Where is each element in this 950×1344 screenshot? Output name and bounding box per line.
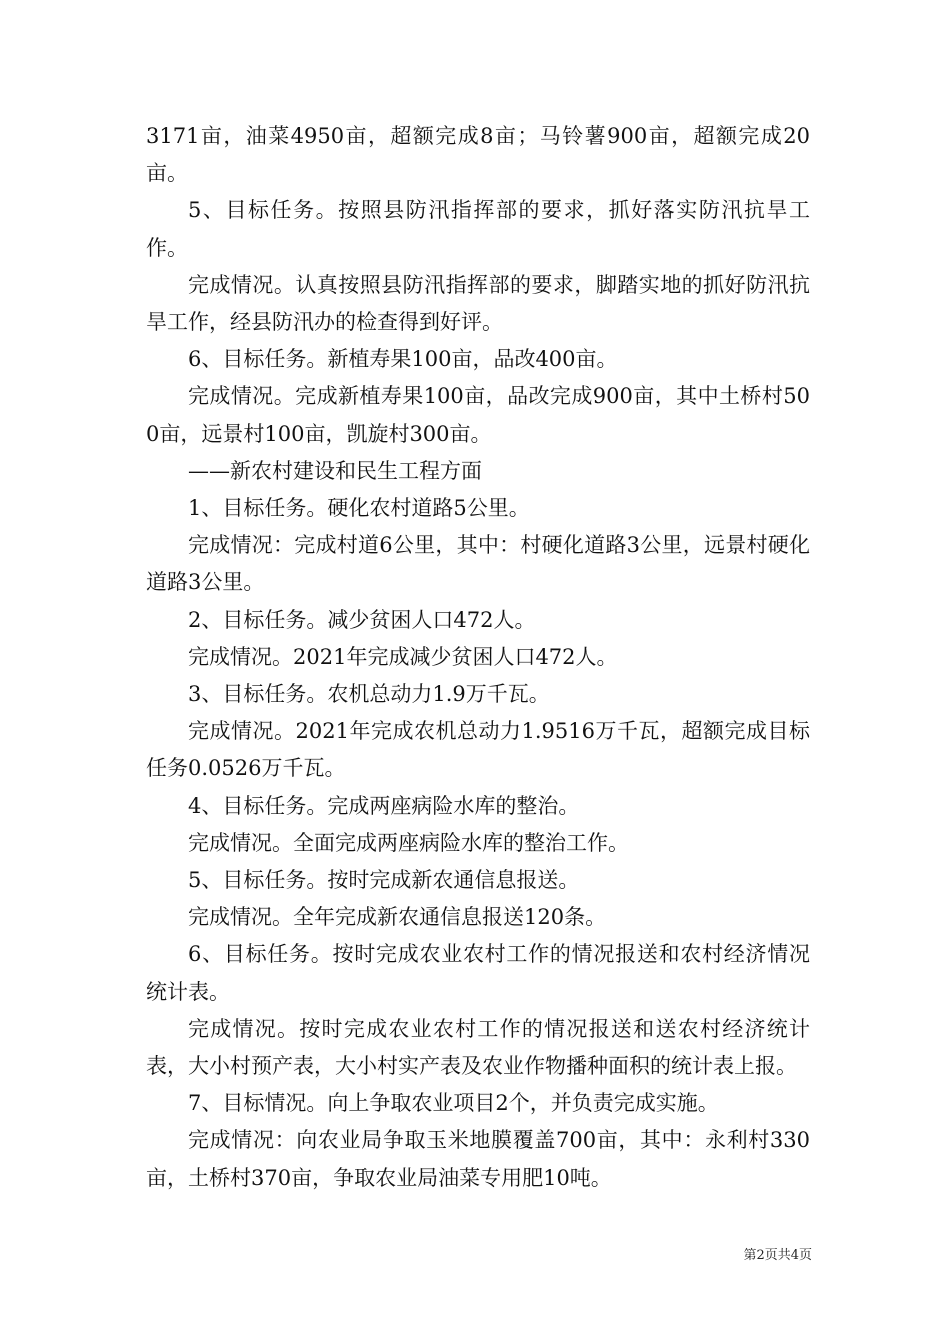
- paragraph-result-6: 完成情况。完成新植寿果100亩，品改完成900亩，其中土桥村500亩，远景村100亩，凯旋村300亩。: [146, 384, 810, 446]
- page-number: 第2页共4页: [743, 1248, 812, 1263]
- paragraph-task-4: 4、目标任务。完成两座病险水库的整治。: [188, 793, 580, 818]
- paragraph-result-7: 完成情况：向农业局争取玉米地膜覆盖700亩，其中：永利村330亩，土桥村370亩，争取农业局油菜专用肥10吨。: [146, 1128, 810, 1190]
- paragraph-task-7: 7、目标情况。向上争取农业项目2个，并负责完成实施。: [188, 1091, 719, 1116]
- paragraph-result-6b: 完成情况。按时完成农业农村工作的情况报送和送农村经济统计表，大小村预产表，大小村实产表及农业作物播种面积的统计表上报。: [146, 1016, 810, 1079]
- paragraph-continuation: 3171亩，油菜4950亩，超额完成8亩；马铃薯900亩，超额完成20亩。: [146, 124, 810, 186]
- paragraph-result-3: 完成情况。2021年完成农机总动力1.9516万千瓦，超额完成目标任务0.0526万千瓦。: [146, 719, 810, 781]
- paragraph-result-1: 完成情况：完成村道6公里，其中：村硬化道路3公里，远景村硬化道路3公里。: [146, 533, 810, 595]
- paragraph-task-6: 6、目标任务。新植寿果100亩，品改400亩。: [188, 347, 618, 372]
- paragraph-result-5: 完成情况。认真按照县防汛指挥部的要求，脚踏实地的抓好防汛抗旱工作，经县防汛办的检查得到好评。: [146, 272, 810, 335]
- paragraph-task-2: 2、目标任务。减少贫困人口472人。: [188, 607, 536, 632]
- paragraph-task-3: 3、目标任务。农机总动力1.9万千瓦。: [188, 682, 550, 707]
- paragraph-result-2: 完成情况。2021年完成减少贫困人口472人。: [188, 644, 618, 669]
- paragraph-task-6b: 6、目标任务。按时完成农业农村工作的情况报送和农村经济情况统计表。: [146, 942, 810, 1004]
- paragraph-result-5b: 完成情况。全年完成新农通信息报送120条。: [188, 905, 607, 930]
- paragraph-task-1: 1、目标任务。硬化农村道路5公里。: [188, 496, 530, 521]
- paragraph-task-5b: 5、目标任务。按时完成新农通信息报送。: [188, 868, 580, 893]
- paragraph-task-5: 5、目标任务。按照县防汛指挥部的要求，抓好落实防汛抗旱工作。: [146, 198, 810, 260]
- section-heading: ——新农村建设和民生工程方面: [188, 458, 482, 483]
- document-body: [146, 118, 810, 1197]
- paragraph-result-4: 完成情况。全面完成两座病险水库的整治工作。: [188, 830, 629, 855]
